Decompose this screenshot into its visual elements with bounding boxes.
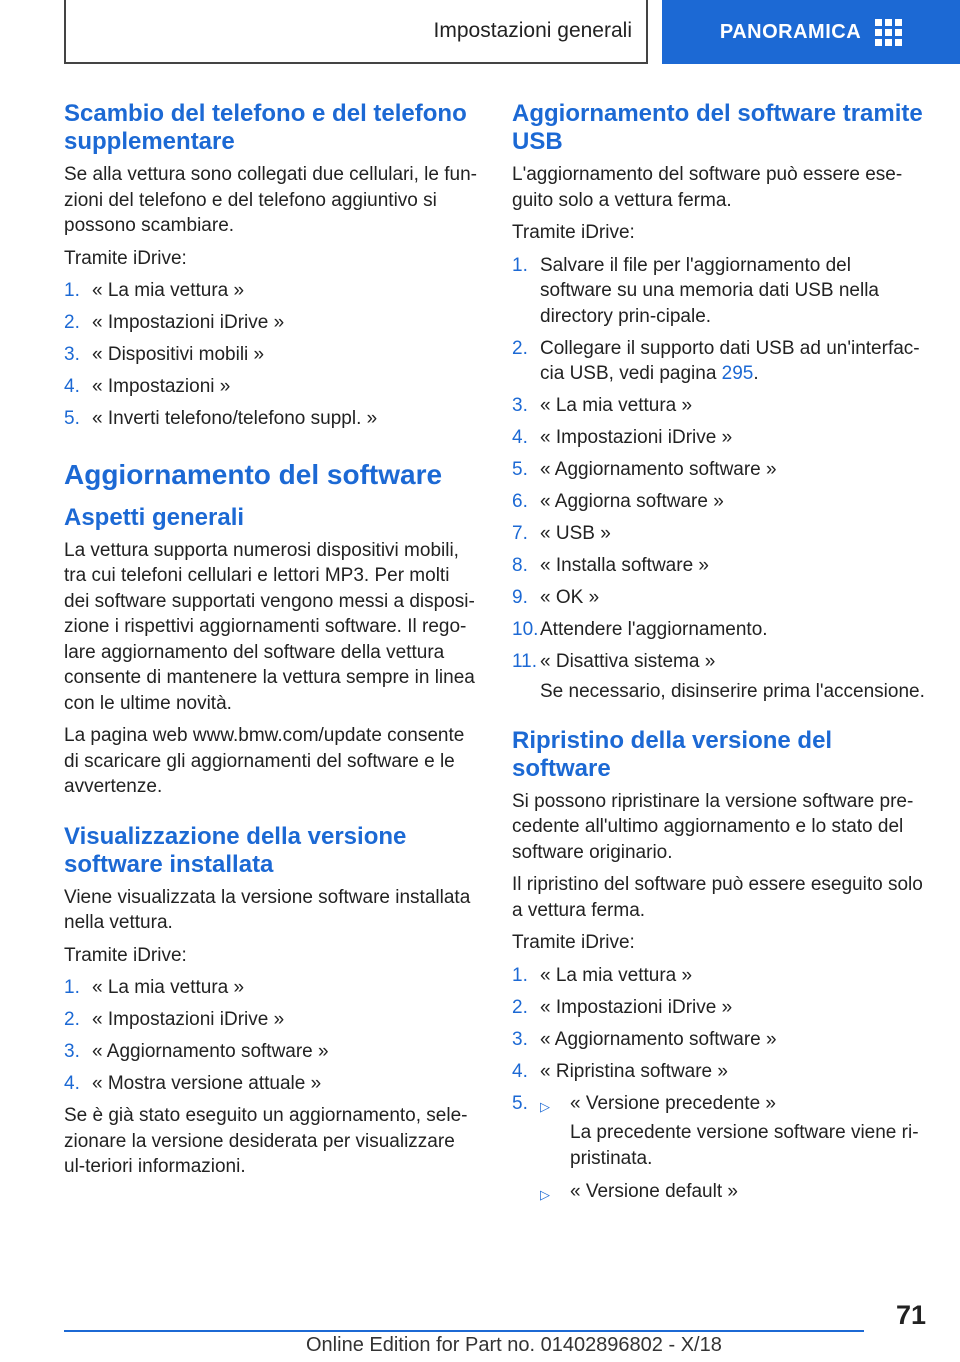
- list-item: 6. « Aggiorna software »: [512, 491, 724, 512]
- usb-heading: Aggiornamento del software tramite USB: [512, 100, 923, 155]
- software-update-title: Aggiornamento del software: [64, 458, 443, 490]
- usb-via-idrive: Tramite iDrive:: [512, 222, 635, 243]
- version-via-idrive: Tramite iDrive:: [64, 944, 187, 966]
- version-note: Se è già stato eseguito un aggiornamento, sele-zionare la versione desiderata per visualizzare ul-teriori informazioni.: [64, 1105, 468, 1177]
- list-item: 1. Salvare il file per l'aggiornamento del software su una memoria dati USB nella directory prin-cipale.: [512, 254, 879, 327]
- usb-intro: L'aggiornamento del software può essere ese-guito solo a vettura ferma.: [512, 164, 903, 211]
- list-item: 1. « La mia vettura »: [64, 280, 245, 301]
- list-item: 4. « Impostazioni »: [64, 376, 231, 397]
- list-item: 5. « Inverti telefono/telefono suppl. »: [64, 408, 378, 429]
- list-item: 2. « Impostazioni iDrive »: [512, 996, 733, 1018]
- left-column: [64, 100, 479, 1187]
- page-number: 71: [895, 1300, 926, 1330]
- swap-steps-list: [64, 278, 479, 432]
- restore-options: [512, 1091, 927, 1208]
- list-item: 4. « Ripristina software »: [512, 1060, 728, 1082]
- list-item: 4. « Impostazioni iDrive »: [512, 427, 733, 448]
- list-item: 8. « Installa software »: [512, 555, 709, 576]
- usb-final-step: [512, 649, 927, 704]
- list-item: 1. « La mia vettura »: [512, 964, 693, 986]
- swap-intro: Se alla vettura sono collegati due cellulari, le fun-zioni del telefono e del telefono aggiuntivo si possono scambiare.: [64, 164, 477, 236]
- list-item: 9. « OK »: [512, 587, 600, 608]
- right-column: [512, 100, 927, 1214]
- list-item: 2. « Impostazioni iDrive »: [64, 312, 285, 333]
- swap-via-idrive: Tramite iDrive:: [64, 247, 187, 269]
- triangle-bullet-icon: ▷: [540, 1187, 550, 1202]
- swap-heading: Scambio del telefono e del telefono supplementare: [64, 100, 467, 155]
- list-item: 2. Collegare il supporto dati USB ad un'interfac-cia USB, vedi pagina 295.: [512, 337, 920, 384]
- version-heading: Visualizzazione della versione software installata: [64, 822, 407, 878]
- footer-edition: Online Edition for Part no. 01402896802 - X/18: [306, 1334, 722, 1356]
- usb-steps-list-cont: [512, 393, 927, 643]
- list-item: 3. « Aggiornamento software »: [512, 1028, 777, 1050]
- version-text: Viene visualizzata la versione software installata nella vettura.: [64, 886, 471, 933]
- list-item: 7. « USB »: [512, 523, 611, 544]
- list-item: 3. « Dispositivi mobili »: [64, 344, 265, 365]
- nav-label: PANORAMICA: [719, 20, 862, 43]
- list-item: 1. « La mia vettura »: [64, 977, 245, 998]
- header-section-box: [64, 0, 648, 64]
- section-title: Impostazioni generali: [433, 19, 632, 42]
- list-item: 3. « La mia vettura »: [512, 395, 693, 416]
- list-item: 2. « Impostazioni iDrive »: [64, 1009, 285, 1030]
- panoramica-nav-button[interactable]: [662, 0, 960, 64]
- list-item: 4. « Mostra versione attuale »: [64, 1073, 322, 1094]
- restore-steps-list: [512, 963, 927, 1085]
- list-item: 3. « Aggiornamento software »: [64, 1041, 329, 1062]
- restore-via-idrive: Tramite iDrive:: [512, 932, 635, 953]
- triangle-bullet-icon: ▷: [540, 1098, 550, 1114]
- list-item: 10. Attendere l'aggiornamento.: [512, 619, 768, 640]
- version-steps-list: [64, 975, 479, 1097]
- general-text: La vettura supporta numerosi dispositivi mobili, tra cui telefoni cellulari e lettori MP3. Per molti dei software supportati vengono messi a disposi-zione i rispettivi aggiornamenti software. Il rego-lare aggiornamento del software della vettura consente di mantenere la vettura sempre in linea con le ultime novità.: [64, 539, 475, 714]
- list-item: 11. « Disattiva sistema » Se necessario, disinserire prima l'accensione.: [512, 649, 927, 704]
- restore-heading: Ripristino della versione del software: [512, 726, 833, 782]
- grid-icon: [875, 19, 902, 46]
- footer-divider: [64, 1330, 864, 1332]
- list-item: 5. « Aggiornamento software »: [512, 459, 777, 480]
- general-web-text: La pagina web www.bmw.com/update consente di scaricare gli aggiornamenti del software e le avvertenze.: [64, 725, 465, 797]
- restore-condition: Il ripristino del software può essere eseguito solo a vettura ferma.: [512, 874, 923, 921]
- step-note: Se necessario, disinserire prima l'accensione.: [540, 680, 925, 702]
- general-heading: Aspetti generali: [64, 503, 245, 531]
- usb-steps-list: [512, 253, 927, 387]
- page-link[interactable]: 295: [721, 363, 754, 384]
- list-item: 5. ▷ « Versione precedente » La precedente versione software viene ri-pristinata. ▷ « Versione default »: [512, 1091, 927, 1208]
- restore-intro: Si possono ripristinare la versione software pre-cedente all'ultimo aggiornamento e lo stato del software originario.: [512, 790, 914, 863]
